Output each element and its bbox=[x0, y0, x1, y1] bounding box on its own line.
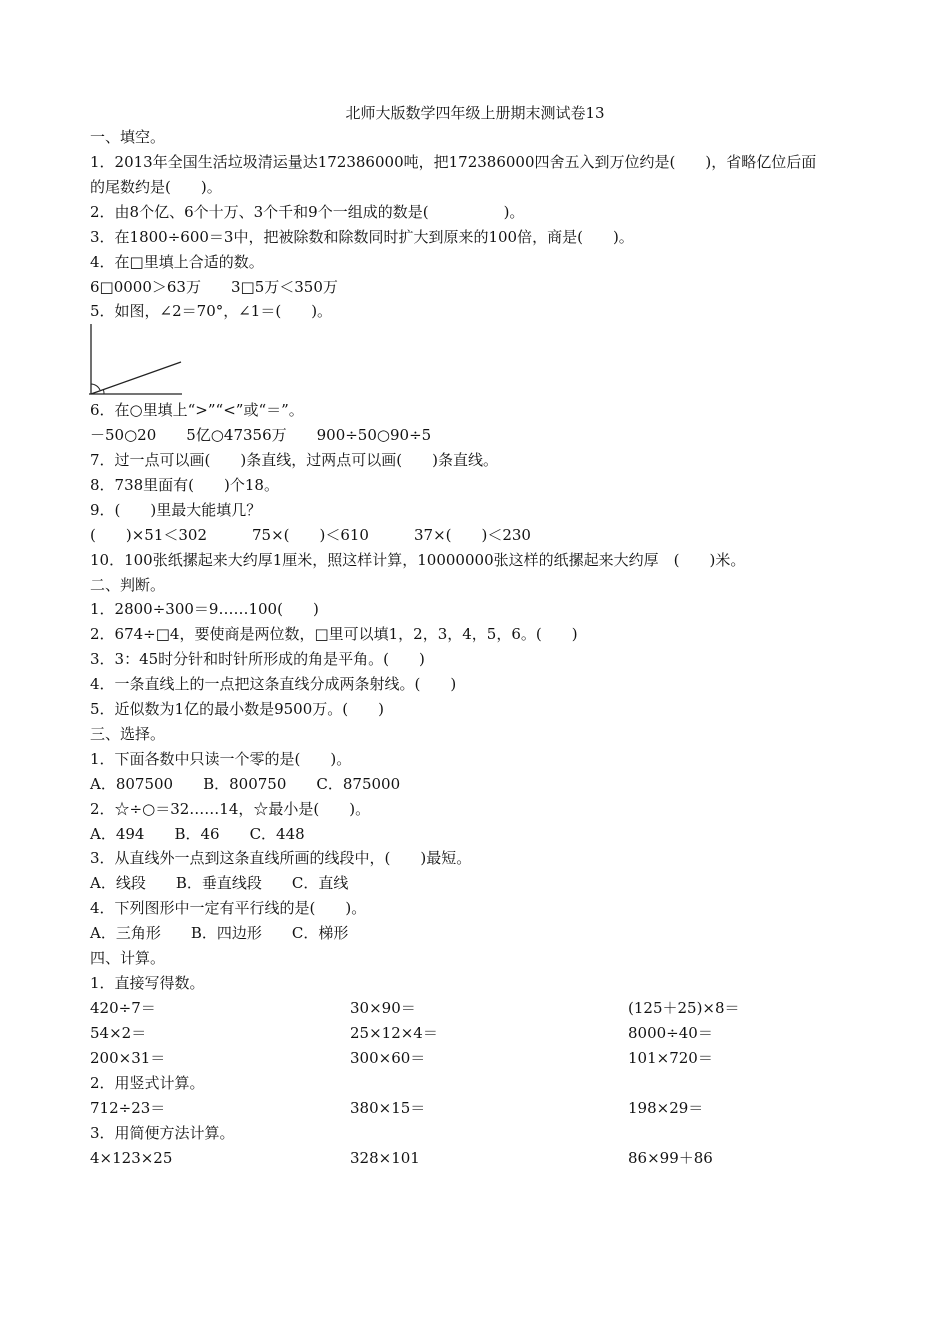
judge-5: 5．近似数为1亿的最小数是9500万。( ) bbox=[90, 700, 384, 718]
question-7: 7．过一点可以画( )条直线，过两点可以画( )条直线。 bbox=[90, 451, 498, 469]
choice-1: 1．下面各数中只读一个零的是( )。 bbox=[90, 750, 352, 768]
calc-item: 54×2＝ bbox=[90, 1024, 147, 1042]
section-heading-choice: 三、选择。 bbox=[90, 725, 166, 743]
calc-item: 200×31＝ bbox=[90, 1049, 166, 1067]
calc-item: 420÷7＝ bbox=[90, 999, 156, 1017]
judge-1: 1．2800÷300＝9……100( ) bbox=[90, 600, 319, 618]
question-6-items: －50○20 5亿○47356万 900÷50○90÷5 bbox=[90, 426, 432, 444]
calc-item: 25×12×4＝ bbox=[350, 1024, 438, 1042]
slanted-ray bbox=[91, 362, 181, 394]
choice-2: 2．☆÷○＝32……14，☆最小是( )。 bbox=[90, 800, 371, 818]
calc-part-3: 3．用简便方法计算。 bbox=[90, 1124, 235, 1142]
angle-1-arc bbox=[104, 390, 105, 394]
question-3: 3．在1800÷600＝3中，把被除数和除数同时扩大到原来的100倍，商是( )。 bbox=[90, 228, 634, 246]
angle-figure bbox=[88, 322, 184, 398]
section-heading-judge: 二、判断。 bbox=[90, 576, 166, 594]
choice-3-options: A．线段 B．垂直线段 C．直线 bbox=[90, 874, 349, 892]
calc-item: (125＋25)×8＝ bbox=[628, 999, 740, 1017]
question-9: 9．( )里最大能填几？ bbox=[90, 501, 262, 519]
calc-item: 8000÷40＝ bbox=[628, 1024, 713, 1042]
choice-4: 4．下列图形中一定有平行线的是( )。 bbox=[90, 899, 367, 917]
calc-part-1: 1．直接写得数。 bbox=[90, 974, 205, 992]
vertical-calc-item: 712÷23＝ bbox=[90, 1099, 166, 1117]
section-heading-calc: 四、计算。 bbox=[90, 949, 166, 967]
question-9-items: ( )×51＜302 75×( )＜610 37×( )＜230 bbox=[90, 526, 531, 544]
calc-part-2: 2．用竖式计算。 bbox=[90, 1074, 205, 1092]
simplify-calc-item: 4×123×25 bbox=[90, 1149, 173, 1167]
calc-item: 300×60＝ bbox=[350, 1049, 426, 1067]
question-4: 4．在□里填上合适的数。 bbox=[90, 253, 264, 271]
section-heading-fill-blank: 一、填空。 bbox=[90, 128, 166, 146]
calc-item: 30×90＝ bbox=[350, 999, 416, 1017]
vertical-calc-item: 198×29＝ bbox=[628, 1099, 704, 1117]
question-5: 5．如图，∠2＝70°，∠1＝( )。 bbox=[90, 302, 333, 320]
judge-4: 4．一条直线上的一点把这条直线分成两条射线。( ) bbox=[90, 675, 457, 693]
question-2: 2．由8个亿、6个十万、3个千和9个一组成的数是( )。 bbox=[90, 203, 525, 221]
choice-3: 3．从直线外一点到这条直线所画的线段中，( )最短。 bbox=[90, 849, 472, 867]
choice-4-options: A．三角形 B．四边形 C．梯形 bbox=[90, 924, 349, 942]
question-1-line-2: 的尾数约是( )。 bbox=[90, 178, 222, 196]
judge-2: 2．674÷□4，要使商是两位数，□里可以填1，2，3，4，5，6。( ) bbox=[90, 625, 578, 643]
vertical-calc-item: 380×15＝ bbox=[350, 1099, 426, 1117]
question-8: 8．738里面有( )个18。 bbox=[90, 476, 279, 494]
choice-2-options: A．494 B．46 C．448 bbox=[90, 825, 305, 843]
angle-2-arc bbox=[91, 384, 100, 390]
question-4-items: 6□0000＞63万 3□5万＜350万 bbox=[90, 278, 338, 296]
question-10: 10．100张纸摞起来大约厚1厘米，照这样计算，10000000张这样的纸摞起来大约厚 ( )米。 bbox=[90, 551, 746, 569]
judge-3: 3．3：45时分针和时针所形成的角是平角。( ) bbox=[90, 650, 425, 668]
choice-1-options: A．807500 B．800750 C．875000 bbox=[90, 775, 401, 793]
calc-item: 101×720＝ bbox=[628, 1049, 713, 1067]
simplify-calc-item: 328×101 bbox=[350, 1149, 420, 1167]
page-title: 北师大版数学四年级上册期末测试卷13 bbox=[345, 104, 605, 122]
question-1-line-1: 1．2013年全国生活垃圾清运量达172386000吨，把172386000四舍五入到万位约是( )，省略亿位后面 bbox=[90, 153, 817, 171]
question-6: 6．在○里填上“>”“<”或“＝”。 bbox=[90, 401, 304, 419]
simplify-calc-item: 86×99＋86 bbox=[628, 1149, 713, 1167]
